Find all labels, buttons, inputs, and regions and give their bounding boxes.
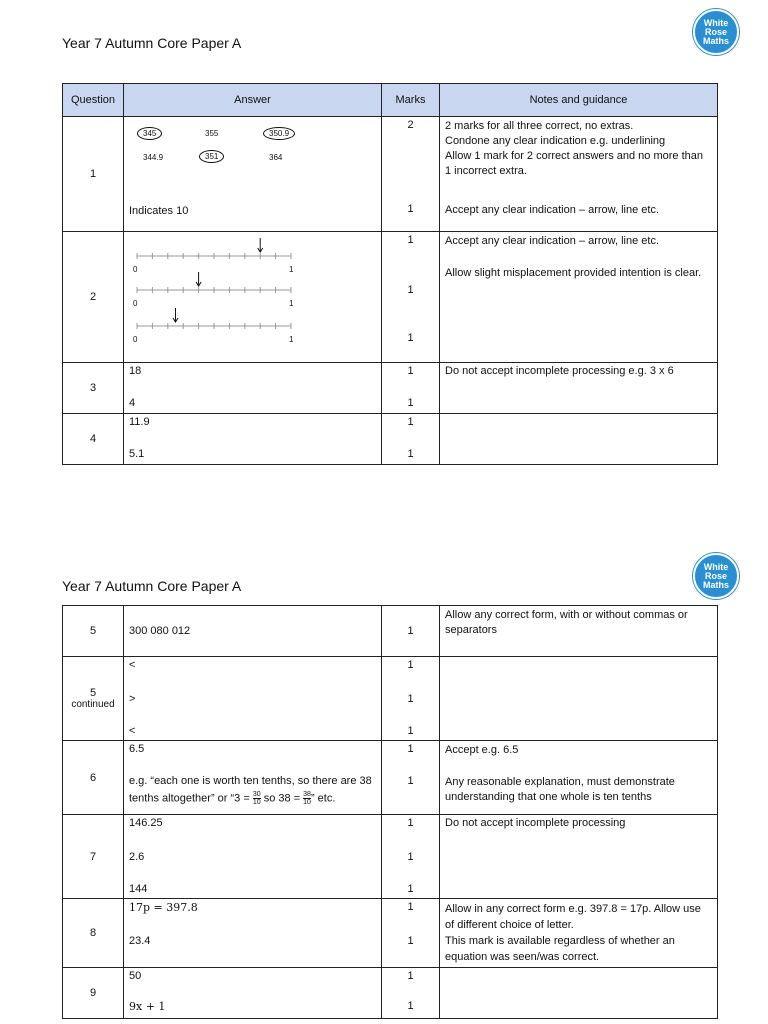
number-line-end-label: 1 xyxy=(289,299,294,308)
page-title-2: Year 7 Autumn Core Paper A xyxy=(62,578,242,594)
circled-number: 351 xyxy=(199,150,224,163)
marks-cell: 1 1 xyxy=(382,968,440,1019)
table-row xyxy=(63,606,718,657)
header-answer: Answer xyxy=(124,84,382,117)
notes-cell xyxy=(440,968,718,1019)
table-header-row xyxy=(63,84,718,117)
fraction: $\frac{30}{10}$ xyxy=(252,791,261,806)
answer-cell: 6.5 e.g. “each one is worth ten tenths, so there are 38 tenths altogether” or “3 = $\frac{30}{10}$ so 38 = $\frac{38}{10}$ ” etc. xyxy=(124,741,382,815)
question-number: 5 continued xyxy=(63,657,124,741)
answer-cell: 18 4 xyxy=(124,363,382,414)
notes-cell: Do not accept incomplete processing e.g. 3 x 6 xyxy=(440,363,718,414)
question-number: 6 xyxy=(63,741,124,815)
number-line-start-label: 0 xyxy=(133,265,138,274)
marks-cell: 1 1 1 xyxy=(382,815,440,899)
marks-cell: 1 1 xyxy=(382,414,440,465)
table-row xyxy=(63,414,718,465)
mark-scheme-table-2 xyxy=(62,605,718,1019)
table-row xyxy=(63,117,718,232)
header-notes: Notes and guidance xyxy=(440,84,718,117)
notes-cell: Allow in any correct form e.g. 397.8 = 17p. Allow use of different choice of letter. This mark is available regardless of whether an equation was seen/was correct. xyxy=(440,899,718,968)
notes-cell: Allow any correct form, with or without commas or separators xyxy=(440,606,718,657)
answer-cell: 50 9x + 1 xyxy=(124,968,382,1019)
question-number: 4 xyxy=(63,414,124,465)
header-marks: Marks xyxy=(382,84,440,117)
marks-cell: 1 xyxy=(382,606,440,657)
marks-cell: 1 1 xyxy=(382,363,440,414)
notes-cell xyxy=(440,657,718,741)
marks-cell: 2 1 xyxy=(382,117,440,232)
answer-cell: 17p = 397.8 23.4 xyxy=(124,899,382,968)
question-number: 5 xyxy=(63,606,124,657)
notes-cell xyxy=(440,414,718,465)
number: 355 xyxy=(205,129,219,138)
answer-cell: 146.25 2.6 144 xyxy=(124,815,382,899)
notes-cell: Do not accept incomplete processing xyxy=(440,815,718,899)
circled-number: 345 xyxy=(137,127,162,140)
answer-cell: 300 080 012 xyxy=(124,606,382,657)
question-number: 7 xyxy=(63,815,124,899)
marks-cell: 1 1 xyxy=(382,741,440,815)
number-line-start-label: 0 xyxy=(133,335,138,344)
table-row xyxy=(63,968,718,1019)
answer-cell: < > < xyxy=(124,657,382,741)
number: 364 xyxy=(269,153,283,162)
notes-cell: 2 marks for all three correct, no extras. Condone any clear indication e.g. underlining Allow 1 mark for 2 correct answers and no more than 1 incorrect extra. Accept any clear indication – arrow, line etc. xyxy=(440,117,718,232)
white-rose-maths-logo: White Rose Maths xyxy=(693,553,739,599)
table-row xyxy=(63,657,718,741)
white-rose-maths-logo: White Rose Maths xyxy=(693,9,739,55)
answer-cell xyxy=(124,232,382,363)
notes-cell: Accept e.g. 6.5 Any reasonable explanation, must demonstrate understanding that one whole is ten tenths xyxy=(440,741,718,815)
question-number: 8 xyxy=(63,899,124,968)
notes-cell: Accept any clear indication – arrow, line etc. Allow slight misplacement provided intention is clear. xyxy=(440,232,718,363)
marks-cell: 1 1 1 xyxy=(382,657,440,741)
question-number: 1 xyxy=(63,117,124,232)
number-line-start-label: 0 xyxy=(133,299,138,308)
page-title: Year 7 Autumn Core Paper A xyxy=(62,35,242,51)
table-row xyxy=(63,741,718,815)
circled-number: 350.9 xyxy=(263,127,295,140)
answer-cell: 11.9 5.1 xyxy=(124,414,382,465)
marks-cell: 1 1 1 xyxy=(382,232,440,363)
header-question: Question xyxy=(63,84,124,117)
question-number: 9 xyxy=(63,968,124,1019)
question-number: 2 xyxy=(63,232,124,363)
answer-cell xyxy=(124,117,382,232)
number-lines xyxy=(129,234,299,358)
table-row xyxy=(63,363,718,414)
marks-cell: 1 1 xyxy=(382,899,440,968)
table-row xyxy=(63,232,718,363)
number-line-end-label: 1 xyxy=(289,335,294,344)
number-line-end-label: 1 xyxy=(289,265,294,274)
answer-text: Indicates 10 xyxy=(129,205,189,217)
number-line-group xyxy=(133,238,294,344)
number: 344.9 xyxy=(143,153,164,162)
fraction: $\frac{38}{10}$ xyxy=(303,791,311,806)
question-number: 3 xyxy=(63,363,124,414)
mark-scheme-table-1 xyxy=(62,83,718,465)
table-row xyxy=(63,899,718,968)
table-row xyxy=(63,815,718,899)
